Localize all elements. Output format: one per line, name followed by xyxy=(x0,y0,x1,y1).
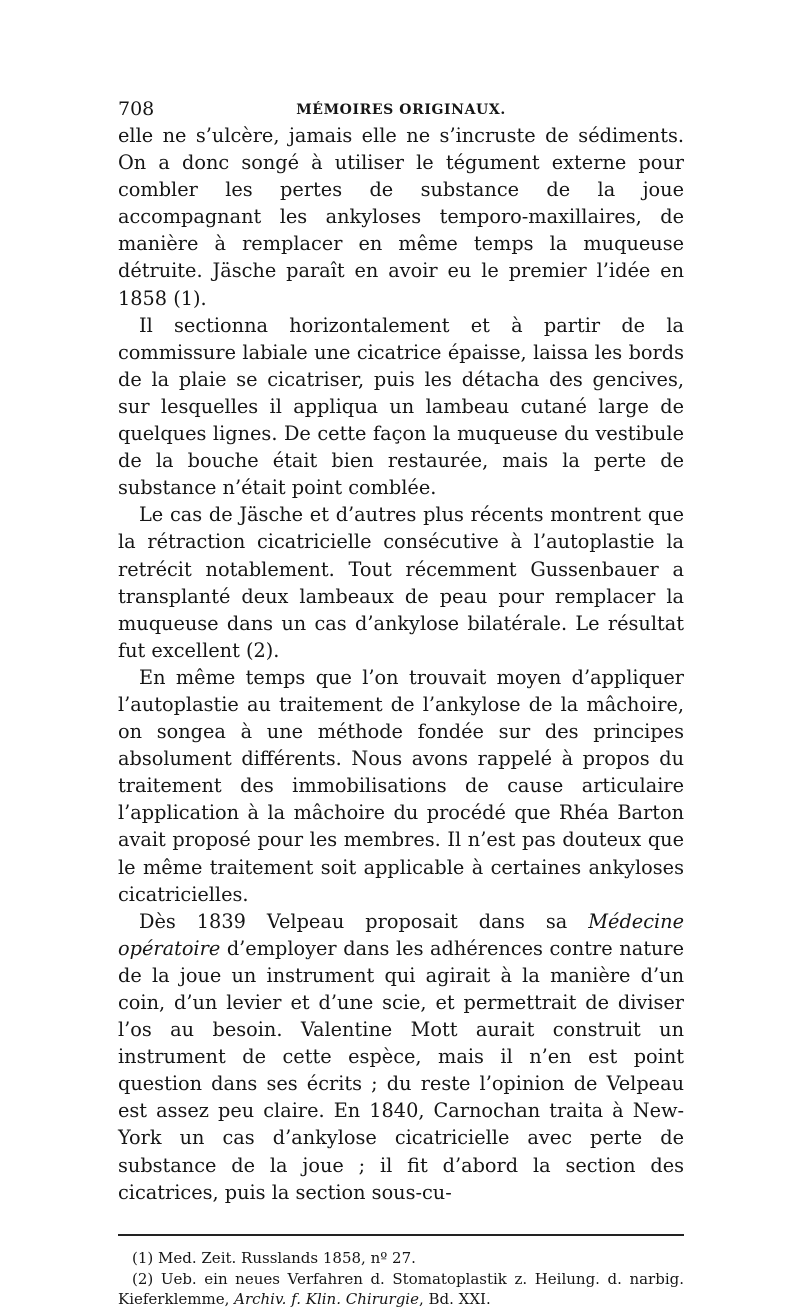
paragraph-retraction: Le cas de Jäsche et d’autres plus récents montrent que la rétraction cicatricielle consécutive à l’autoplastie la retrécit notablement. Tout récemment Gussenbauer a transplanté deux lambeaux de peau pour remplacer la muqueuse dans un cas d’ankylose bilatérale. Le résultat fut excellent (2). xyxy=(118,503,684,662)
paragraph-continuation: elle ne s’ulcère, jamais elle ne s’incruste de sédiments. On a donc songé à utiliser le tégument externe pour combler les pertes de substance de la joue accompagnant les ankyloses temporo-maxillaires, de manière à remplacer en même temps la muqueuse détruite. Jäsche paraît en avoir eu le premier l’idée en 1858 (1). xyxy=(118,124,684,310)
paragraph-jasche-operation: Il sectionna horizontalement et à partir de la commissure labiale une cicatrice épaisse, laissa les bords de la plaie se cicatriser, puis les détacha des gencives, sur lesquelles il appliqua un lambeau cutané large de quelques lignes. De cette façon la muqueuse du vestibule de la bouche était bien restaurée, mais la perte de substance n’était point comblée. xyxy=(118,313,684,500)
book-title-medecine-operatoire: Médecine opératoire xyxy=(118,909,684,960)
paragraph-new-method: En même temps que l’on trouvait moyen d’appliquer l’autoplastie au traitement de l’ankylose de la mâchoire, on songea à une méthode fondée sur des principes absolument différents. Nous avons rappelé à propos du traitement des immobilisations de cause articulaire l’application à la mâchoire du procédé que Rhéa Barton avait proposé pour les membres. Il n’est pas douteux que le même traitement soit applicable à certaines ankyloses cicatricielles. xyxy=(118,665,684,906)
paragraph-velpeau-start: Dès 1839 Velpeau proposait dans sa xyxy=(139,909,589,933)
footnote-1: (1) Med. Zeit. Russlands 1858, nº 27. xyxy=(132,1248,416,1267)
footnote-divider xyxy=(118,1234,684,1236)
page-number: 708 xyxy=(118,98,155,120)
book-page xyxy=(118,96,684,1310)
journal-title: Archiv. f. Klin. Chirurgie xyxy=(234,1290,419,1309)
footnote-2-start: (2) Ueb. ein neues Verfahren d. Stomatoplastik z. Heilung. d. narbig. Kieferklemme, xyxy=(118,1269,684,1309)
footnote-2 xyxy=(118,1269,684,1310)
footnote-2-end: , Bd. XXI. xyxy=(418,1290,491,1309)
running-title: MÉMOIRES ORIGINAUX. xyxy=(296,102,506,118)
body-text xyxy=(118,122,684,1206)
paragraph-velpeau-rest: d’employer dans les adhérences contre nature de la joue un instrument qui agirait à la manière d’un coin, d’un levier et d’une scie, et permettrait de diviser l’os au besoin. Valentine Mott aurait construit un instrument de cette espèce, mais il n’en est point question dans ses écrits ; du reste l’opinion de Velpeau est assez peu claire. En 1840, Carnochan traita à New-York un cas d’ankylose cicatricielle avec perte de substance de la joue ; il fit d’abord la section des cicatrices, puis la section sous-cu- xyxy=(118,936,684,1204)
footnotes xyxy=(118,1248,684,1310)
paragraph-velpeau xyxy=(118,908,684,1206)
running-header xyxy=(118,96,684,122)
